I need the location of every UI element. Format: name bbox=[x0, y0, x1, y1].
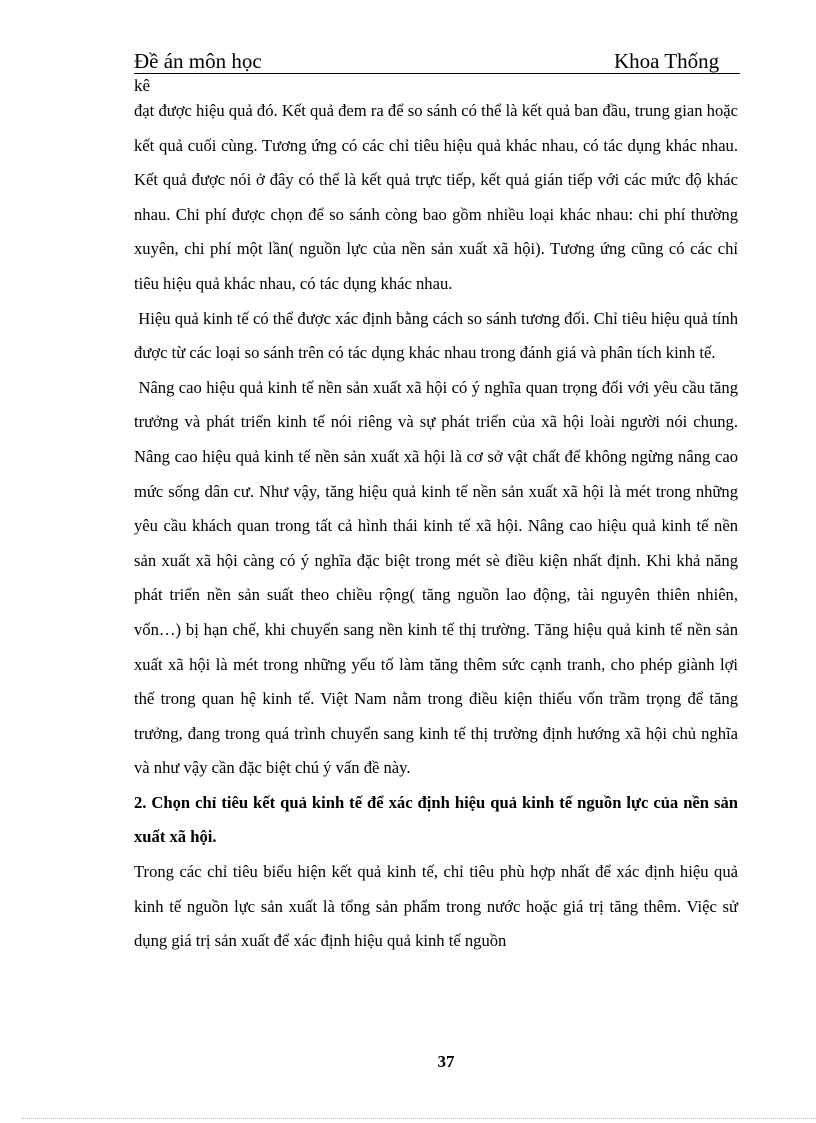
page-header bbox=[134, 49, 740, 74]
header-course-title: Đề án môn học bbox=[134, 49, 262, 73]
paragraph-3: Nâng cao hiệu quả kinh tế nền sản xuất xã hội có ý nghĩa quan trọng đối với yêu cầu tăng trưởng và phát triển kinh tế nói riêng và sự phát triển của xã hội loài người nói chung. Nâng cao hiệu quả kinh tế nền sản xuất xã hội là cơ sở vật chất để không ngừng nâng cao mức sống dân cư. Như vậy, tăng hiệu quả kinh tế nền sản xuất xã hội là mét trong những yêu cầu khách quan trong tất cả hình thái kinh tế xã hội. Nâng cao hiệu quả kinh tế nền sản xuất xã hội càng có ý nghĩa đặc biệt trong mét sè điều kiện nhất định. Khi khả năng phát triển nền sản suất theo chiều rộng( tăng nguồn lao động, tài nguyên thiên nhiên, vốn…) bị hạn chế, khi chuyển sang nền kinh tế thị trường. Tăng hiệu quả kinh tế nền sản xuất xã hội là mét trong những yếu tố làm tăng thêm sức cạnh tranh, cho phép giành lợi thế trong quan hệ kinh tế. Việt Nam nằm trong điều kiện thiếu vốn trầm trọng để tăng trưởng, đang trong quá trình chuyển sang kinh tế thị trường định hướng xã hội chủ nghĩa và như vậy cần đặc biệt chú ý vấn đề này. bbox=[134, 377, 743, 778]
page-bottom-divider bbox=[22, 1118, 816, 1119]
paragraph-4: Trong các chỉ tiêu biểu hiện kết quả kinh tế, chỉ tiêu phù hợp nhất để xác định hiệu quả kinh tế nguồn lực sản xuất là tổng sản phẩm trong nước hoặc giá trị tăng thêm. Việc sử dụng giá trị sản xuất để xác định hiệu quả kinh tế nguồn bbox=[134, 862, 738, 951]
section-heading: 2. Chọn chỉ tiêu kết quả kinh tế để xác định hiệu quả kinh tế nguồn lực của nền sản xuất xã hội. bbox=[134, 792, 738, 847]
page-number: 37 bbox=[437, 1052, 455, 1071]
header-department: Khoa Thống bbox=[614, 49, 720, 73]
paragraph-2: Hiệu quả kinh tế có thể được xác định bằng cách so sánh tương đối. Chỉ tiêu hiệu quả tính được từ các loại so sánh trên có tác dụng khác nhau trong đánh giá và phân tích kinh tế. bbox=[134, 308, 743, 363]
paragraph-1: đạt được hiệu quả đó. Kết quả đem ra để so sánh có thể là kết quả ban đầu, trung gian hoặc kết quả cuối cùng. Tương ứng có các chỉ tiêu hiệu quả khác nhau, có tác dụng khác nhau. Kết quả được nói ở đây có thể là kết quả trực tiếp, kết quả gián tiếp với các mức độ khác nhau. Chi phí được chọn để so sánh còng bao gồm nhiều loại khác nhau: chi phí thường xuyên, chi phí một lần( nguồn lực của nền sản xuất xã hội). Tương ứng cũng có các chỉ tiêu hiệu quả khác nhau, có tác dụng khác nhau. bbox=[134, 101, 738, 293]
document-body bbox=[134, 94, 743, 959]
header-department-continuation: kê bbox=[134, 76, 151, 95]
